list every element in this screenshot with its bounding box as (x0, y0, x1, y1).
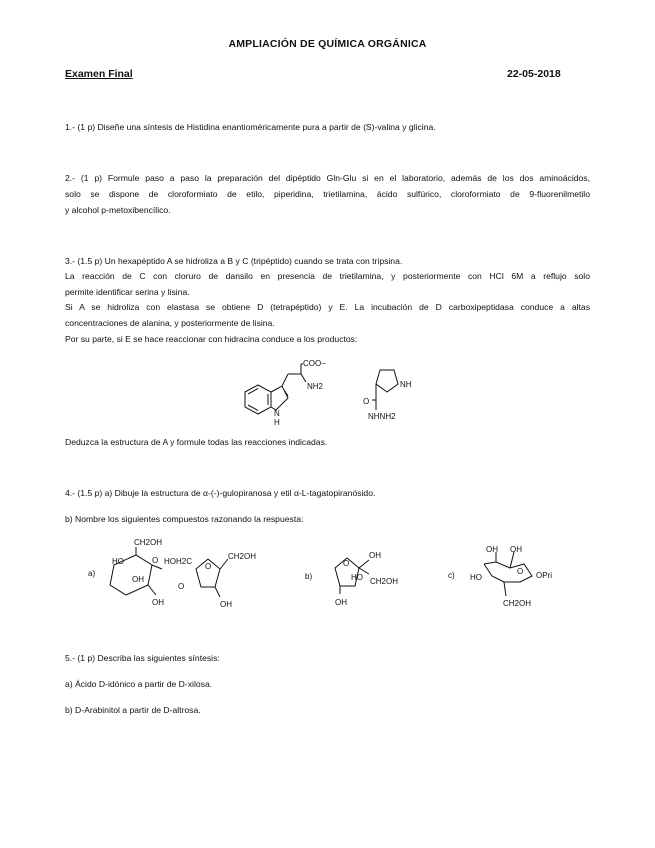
ch2oh-right-label: CH2OH (228, 552, 257, 561)
ch2oh-c-label: CH2OH (503, 599, 532, 608)
ho-c-label: HO (470, 573, 482, 582)
prolyl-hydrazide-structure (360, 362, 430, 432)
question-5-lead: 5.- (1 p) Describa las siguientes síntesis: (65, 653, 220, 663)
indole-h-label: H (274, 418, 280, 427)
o-ring-label: O (152, 556, 159, 565)
question-4-line-a: 4.- (1.5 p) a) Dibuje la estructura de α-(-)-gulopiranosa y etil α-L-tagatopiranósido. (65, 488, 376, 498)
question-5-a: a) Ácido D-idónico a partir de D-xilosa. (65, 679, 213, 689)
question-5-b: b) D-Arabinitol a partir de D-altrosa. (65, 705, 201, 715)
exam-title: AMPLIACIÓN DE QUÍMICA ORGÁNICA (228, 38, 427, 50)
indole-n-label: N (274, 409, 280, 418)
question-3-line-6: Por su parte, si E se hace reaccionar con hidracina conduce a los productos: (65, 334, 358, 344)
ring-nh-label: NH (400, 380, 412, 389)
exam-date: 22-05-2018 (507, 68, 561, 80)
question-3-closing: Deduzca la estructura de A y formule todas las reacciones indicadas. (65, 437, 328, 447)
label-c: c) (448, 571, 455, 580)
question-4-line-b: b) Nombre los siguientes compuestos razonando la respuesta: (65, 514, 304, 524)
carbonyl-o-label: O (363, 397, 370, 406)
label-b: b) (305, 572, 313, 581)
question-2-line-2: solo se dispone de cloroformiato de etilo, piperidina, trietilamina, ácido sulfúrico, cloroformiato de 9-fluorenilmetilo (65, 189, 590, 199)
question-1-text: 1.- (1 p) Diseñe una síntesis de Histidina enantioméricamente pura a partir de (S)-valina y glicina. (65, 122, 436, 132)
o-ring2-label: O (205, 562, 212, 571)
o-ring-c-label: O (517, 567, 524, 576)
o-link-label: O (178, 582, 185, 591)
question-3-line-2: La reacción de C con cloruro de dansilo en presencia de trietilamina, y posteriormente con HCl 6M a reflujo solo (65, 271, 590, 281)
o-ring-label-b: O (343, 559, 350, 568)
question-2-line-3: y alcohol p-metoxibencílico. (65, 205, 171, 215)
carboxylate-label: COO− (303, 359, 326, 368)
hydrazide-label: NHNH2 (368, 412, 396, 421)
hoh2c-label: HOH2C (164, 557, 193, 566)
question-3-line-1: 3.- (1.5 p) Un hexapéptido A se hidroliza a B y C (tripéptido) cuando se trata con tripsina. (65, 256, 403, 266)
oh-bottom-label: OH (152, 598, 164, 607)
question-3-line-4: Si A se hidroliza con elastasa se obtiene D (tetrapéptido) y E. La incubación de D carboxipeptidasa conduce a altas (65, 302, 590, 312)
oh1-label: OH (486, 545, 498, 554)
opr-label: OPri (536, 571, 552, 580)
oh2-label: OH (510, 545, 522, 554)
amino-label: NH2 (307, 382, 324, 391)
oh-top-label: OH (369, 551, 381, 560)
furanose-structure (305, 550, 415, 612)
tryptophan-structure (232, 352, 342, 432)
exam-label: Examen Final (65, 68, 133, 80)
oh-bottom2-label: OH (220, 600, 232, 609)
disaccharide-structure (88, 537, 278, 617)
oh-bottom-b-label: OH (335, 598, 347, 607)
ho-b-label: HO (351, 573, 363, 582)
pyranoside-structure (448, 542, 578, 614)
ch2oh-top-label: CH2OH (134, 538, 163, 547)
question-2-line-1: 2.- (1 p) Formule paso a paso la preparación del dipéptido Gln-Glu si en el laboratorio, además de los dos aminoácidos, (65, 173, 590, 183)
ch2oh-b-label: CH2OH (370, 577, 399, 586)
ho-left-label: HO (112, 557, 124, 566)
question-3-line-5: concentraciones de alanina, y posteriormente de lisina. (65, 318, 275, 328)
oh-mid-label: OH (132, 575, 144, 584)
question-3-line-3: permite identificar serina y lisina. (65, 287, 190, 297)
label-a: a) (88, 569, 96, 578)
